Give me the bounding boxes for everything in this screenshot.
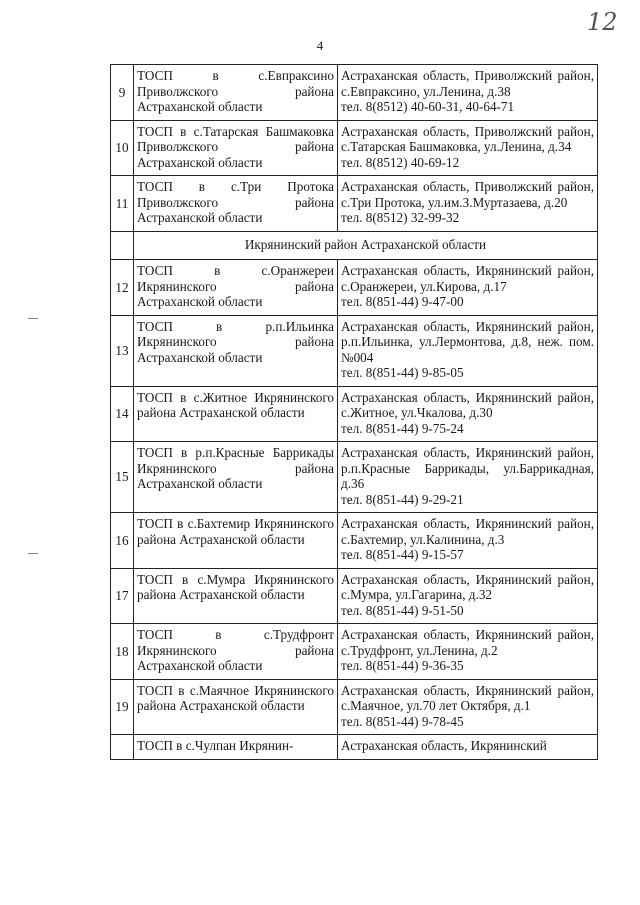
branch-address-cell xyxy=(338,568,598,624)
table-row xyxy=(111,176,598,232)
branch-name: ТОСП в с.Оранжереи Икрянинского района Астраханской области xyxy=(134,260,338,316)
branches-table xyxy=(110,64,598,760)
branch-phone: тел. 8(8512) 40-69-12 xyxy=(341,154,460,170)
table-row xyxy=(111,513,598,569)
branch-address-cell xyxy=(338,513,598,569)
branch-address-cell xyxy=(338,624,598,680)
branch-address: Астраханская область, Икрянинский xyxy=(341,738,547,753)
row-number: 17 xyxy=(111,568,134,624)
row-number: 9 xyxy=(111,65,134,121)
table-row xyxy=(111,386,598,442)
branch-phone: тел. 8(851-44) 9-75-24 xyxy=(341,420,464,436)
branch-name: ТОСП в с.Бахтемир Икрянинского района Астраханской области xyxy=(134,513,338,569)
table-row xyxy=(111,260,598,316)
branch-name: ТОСП в с.Евпраксино Приволжского района Астраханской области xyxy=(134,65,338,121)
branch-phone: тел. 8(851-44) 9-51-50 xyxy=(341,602,464,618)
row-number: 19 xyxy=(111,679,134,735)
table-row xyxy=(111,624,598,680)
branch-address: Астраханская область, Икрянинский район, с.Маячное, ул.70 лет Октября, д.1 xyxy=(341,682,594,713)
branch-address-cell xyxy=(338,315,598,386)
branch-phone: тел. 8(8512) 40-60-31, 40-64-71 xyxy=(341,99,515,114)
branch-address-cell xyxy=(338,442,598,513)
row-number: 15 xyxy=(111,442,134,513)
branch-address-cell xyxy=(338,386,598,442)
page-number: 4 xyxy=(316,38,324,53)
branch-name: ТОСП в с.Три Протока Приволжского района Астраханской области xyxy=(134,176,338,232)
branch-address-cell xyxy=(338,679,598,735)
row-number: 11 xyxy=(111,176,134,232)
table-row xyxy=(111,315,598,386)
branch-name: ТОСП в с.Маячное Икрянинского района Астраханской области xyxy=(134,679,338,735)
margin-mark xyxy=(28,553,38,556)
branch-address: Астраханская область, Икрянинский район, с.Оранжереи, ул.Кирова, д.17 xyxy=(341,263,594,294)
branch-name: ТОСП в р.п.Красные Баррикады Икрянинского района Астраханской области xyxy=(134,442,338,513)
table-row xyxy=(111,568,598,624)
branch-name: ТОСП в р.п.Ильинка Икрянинского района Астраханской области xyxy=(134,315,338,386)
row-number: 16 xyxy=(111,513,134,569)
margin-mark xyxy=(28,318,38,321)
row-number: 10 xyxy=(111,120,134,176)
branch-name: ТОСП в с.Чулпан Икрянин- xyxy=(134,735,338,760)
branch-phone: тел. 8(851-44) 9-47-00 xyxy=(341,294,464,309)
branch-address-cell xyxy=(338,120,598,176)
table-row xyxy=(111,679,598,735)
handwritten-page-mark: 12 xyxy=(587,8,618,36)
branch-phone: тел. 8(851-44) 9-85-05 xyxy=(341,365,464,380)
branch-address-cell xyxy=(338,260,598,316)
row-number xyxy=(111,735,134,760)
branch-address: Астраханская область, Приволжский район, с.Евпраксино, ул.Ленина, д.38 xyxy=(341,68,594,99)
table-row xyxy=(111,735,598,760)
branch-name: ТОСП в с.Мумра Икрянинского района Астраханской области xyxy=(134,568,338,624)
branch-phone: тел. 8(851-44) 9-15-57 xyxy=(341,547,464,562)
branch-name: ТОСП в с.Житное Икрянинского района Астраханской области xyxy=(134,386,338,442)
branch-address: Астраханская область, Приволжский район, с.Три Протока, ул.им.З.Муртазаева, д.20 xyxy=(341,179,594,210)
branch-phone: тел. 8(851-44) 9-36-35 xyxy=(341,658,464,673)
branch-address: Астраханская область, Икрянинский район, р.п.Красные Баррикады, ул.Баррикадная, д.36 xyxy=(341,445,594,491)
branch-address: Астраханская область, Икрянинский район, с.Трудфронт, ул.Ленина, д.2 xyxy=(341,627,594,658)
branch-address: Астраханская область, Икрянинский район, р.п.Ильинка, ул.Лермонтова, д.8, неж. пом.№004 xyxy=(341,318,594,365)
branch-address: Астраханская область, Икрянинский район, с.Житное, ул.Чкалова, д.30 xyxy=(341,389,594,420)
section-row xyxy=(111,231,598,260)
table-row xyxy=(111,65,598,121)
row-number: 14 xyxy=(111,386,134,442)
branch-name: ТОСП в с.Татарская Башмаковка Приволжского района Астраханской области xyxy=(134,120,338,176)
branch-phone: тел. 8(851-44) 9-78-45 xyxy=(341,713,464,729)
row-number xyxy=(111,231,134,260)
branch-phone: тел. 8(8512) 32-99-32 xyxy=(341,210,460,225)
branch-address-cell xyxy=(338,65,598,121)
row-number: 12 xyxy=(111,260,134,316)
branch-address-cell xyxy=(338,176,598,232)
branch-address: Астраханская область, Икрянинский район, с.Мумра, ул.Гагарина, д.32 xyxy=(341,571,594,602)
branch-address-cell xyxy=(338,735,598,760)
row-number: 18 xyxy=(111,624,134,680)
branch-address: Астраханская область, Икрянинский район, с.Бахтемир, ул.Калинина, д.3 xyxy=(341,516,594,547)
row-number: 13 xyxy=(111,315,134,386)
branch-name: ТОСП в с.Трудфронт Икрянинского района Астраханской области xyxy=(134,624,338,680)
table-row xyxy=(111,442,598,513)
table-row xyxy=(111,120,598,176)
branch-address: Астраханская область, Приволжский район, с.Татарская Башмаковка, ул.Ленина, д.34 xyxy=(341,123,594,154)
section-title: Икрянинский район Астраханской области xyxy=(134,231,598,260)
branch-phone: тел. 8(851-44) 9-29-21 xyxy=(341,491,464,507)
